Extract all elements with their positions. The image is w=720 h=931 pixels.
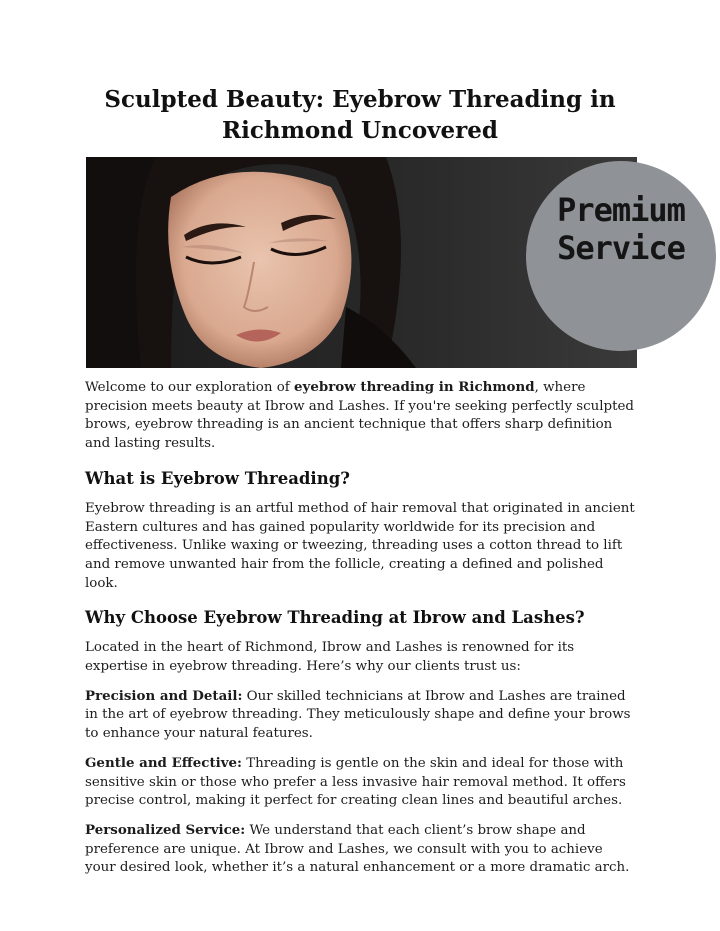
point-personalized: [85, 821, 637, 878]
point-text: We understand that each client’s brow shape and preference are unique. At Ibrow and Lashes, we consult with you to achieve your desired look, whether it’s a natural enhancement or a more dramatic arch.: [85, 822, 630, 876]
hero-image: [86, 157, 685, 368]
article-body: [85, 378, 637, 888]
point-label: Gentle and Effective:: [85, 754, 242, 771]
point-gentle: [85, 754, 637, 811]
badge-text: Premium Service: [557, 191, 685, 267]
page-title: Sculpted Beauty: Eyebrow Threading in Richmond Uncovered: [104, 86, 616, 144]
point-label: Precision and Detail:: [85, 687, 243, 704]
point-precision: [85, 687, 637, 744]
section-heading-what-is: What is Eyebrow Threading?: [85, 468, 350, 488]
premium-service-badge: [526, 161, 716, 351]
point-text: Our skilled technicians at Ibrow and Lashes are trained in the art of eyebrow threading. They meticulously shape and define your brows to enhance your natural features.: [85, 688, 631, 742]
section-heading-why-choose: Why Choose Eyebrow Threading at Ibrow and Lashes?: [85, 608, 585, 628]
section-what-is-body: Eyebrow threading is an artful method of hair removal that originated in ancient Eastern cultures and has gained popularity worldwide for its precision and effectiveness. Unlike waxing or tweezing, threading uses a cotton thread to lift and remove unwanted hair from the follicle, creating a defined and polished look.: [85, 500, 635, 591]
intro-paragraph: [85, 378, 637, 454]
intro-text-start: Welcome to our exploration of: [85, 380, 295, 395]
point-label: Personalized Service:: [85, 821, 246, 838]
intro-keyword: eyebrow threading in Richmond: [294, 379, 535, 395]
intro-text-end: , where precision meets beauty at Ibrow and Lashes. If you're seeking perfectly sculpted brows, eyebrow threading is an ancient technique that offers sharp definition and lasting results.: [85, 380, 634, 452]
section-why-choose-intro: Located in the heart of Richmond, Ibrow and Lashes is renowned for its expertise in eyebrow threading. Here’s why our clients trust us:: [85, 640, 575, 675]
point-text: Threading is gentle on the skin and ideal for those with sensitive skin or those who prefer a less invasive hair removal method. It offers precise control, making it perfect for creating clean lines and beautiful arches.: [85, 755, 626, 809]
